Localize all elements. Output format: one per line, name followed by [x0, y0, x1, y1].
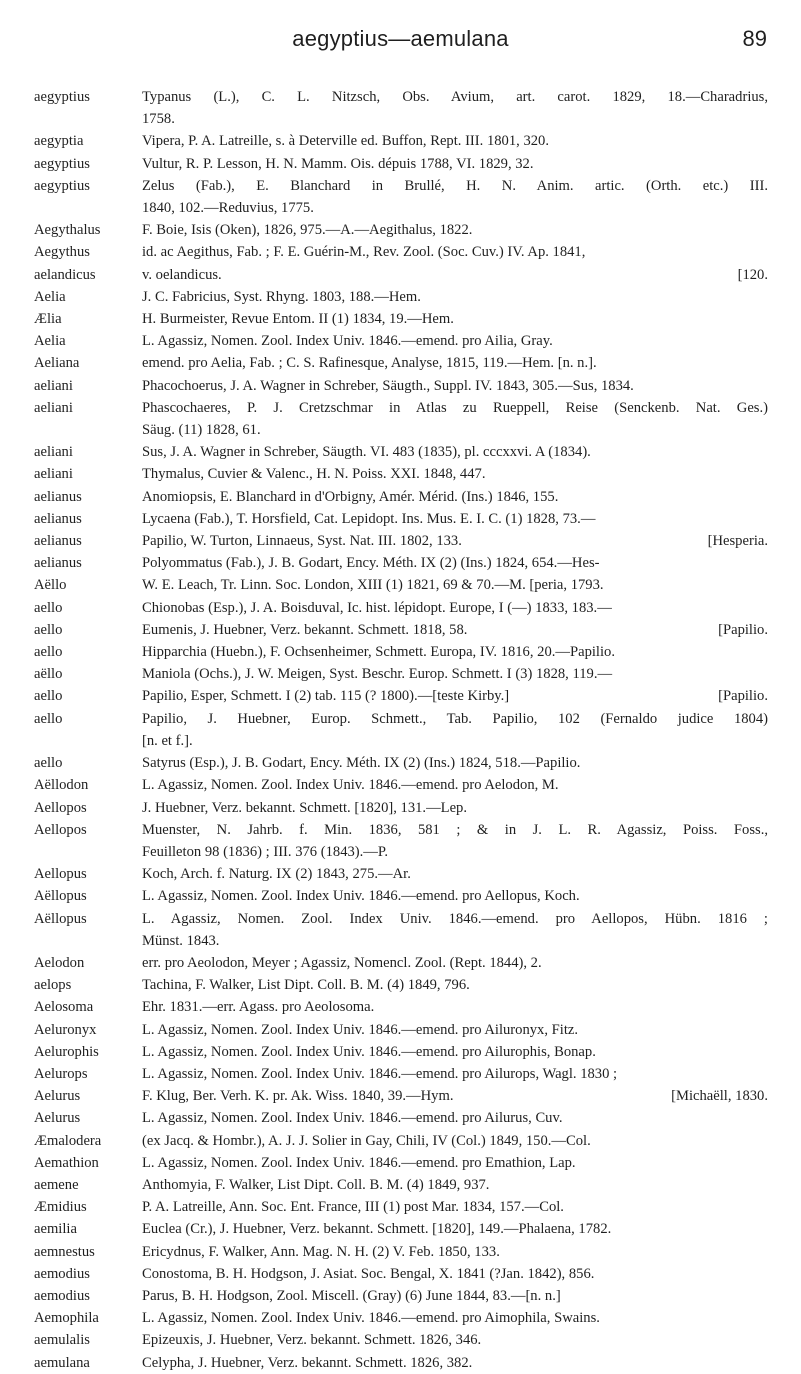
entry-name: Aelia: [34, 333, 66, 350]
entry-reference: Papilio, Esper, Schmett. I (2) tab. 115 (? 1800).—[teste Kirby.]: [142, 688, 510, 705]
index-entry: [34, 1196, 768, 1218]
entry-reference: Satyrus (Esp.), J. B. Godart, Ency. Méth. IX (2) (Ins.) 1824, 518.—Papilio.: [142, 755, 581, 772]
index-entry: [34, 574, 768, 596]
index-entry: [34, 1019, 768, 1041]
entry-name: Aëllo: [34, 577, 67, 594]
entry-name: Aëllopus: [34, 910, 87, 927]
index-entry: [34, 286, 768, 308]
entry-reference: Ehr. 1831.—err. Agass. pro Aeolosoma.: [142, 999, 375, 1016]
entry-name: Aelurus: [34, 1110, 81, 1127]
entry-reference: L. Agassiz, Nomen. Zool. Index Univ. 1846.—emend. pro Aellopus, Koch.: [142, 888, 580, 905]
index-entry: [34, 641, 768, 663]
entry-name: aello: [34, 599, 63, 616]
entry-name: aemodius: [34, 1287, 90, 1304]
entry-reference: Euclea (Cr.), J. Huebner, Verz. bekannt. Schmett. [1820], 149.—Phalaena, 1782.: [142, 1221, 612, 1238]
entry-reference: H. Burmeister, Revue Entom. II (1) 1834, 19.—Hem.: [142, 311, 454, 328]
entry-reference: Sus, J. A. Wagner in Schreber, Säugth. VI. 483 (1835), pl. cccxxvi. A (1834).: [142, 444, 591, 461]
entry-name: Aellopus: [34, 866, 87, 883]
entry-name: aelandicus: [34, 266, 96, 283]
entry-name: Aëllodon: [34, 777, 89, 794]
index-entries: [34, 86, 768, 1374]
entry-reference: Phacochoerus, J. A. Wagner in Schreber, Säugth., Suppl. IV. 1843, 305.—Sus, 1834.: [142, 377, 634, 394]
entry-reference: J. Huebner, Verz. bekannt. Schmett. [1820], 131.—Lep.: [142, 799, 467, 816]
entry-name: Aelurus: [34, 1088, 81, 1105]
entry-reference: L. Agassiz, Nomen. Zool. Index Univ. 1846.—emend. pro Emathion, Lap.: [142, 1154, 576, 1171]
index-entry: [34, 330, 768, 352]
entry-reference: L. Agassiz, Nomen. Zool. Index Univ. 1846.—emend. pro Aellopos, Hübn. 1816 ;: [142, 910, 768, 927]
entry-name: Aelosoma: [34, 999, 94, 1016]
entry-reference: Epizeuxis, J. Huebner, Verz. bekannt. Schmett. 1826, 346.: [142, 1332, 482, 1349]
entry-name: aeliani: [34, 399, 73, 416]
entry-name: aëllo: [34, 666, 63, 683]
entry-name: aegyptia: [34, 133, 84, 150]
entry-name: Aegythus: [34, 244, 90, 261]
index-entry: [34, 1107, 768, 1129]
index-entry: [34, 130, 768, 152]
entry-reference: Parus, B. H. Hodgson, Zool. Miscell. (Gray) (6) June 1844, 83.—[n. n.]: [142, 1287, 561, 1304]
index-entry: [34, 1152, 768, 1174]
entry-reference: Ericydnus, F. Walker, Ann. Mag. N. H. (2) V. Feb. 1850, 133.: [142, 1243, 500, 1260]
entry-name: aemulalis: [34, 1332, 90, 1349]
entry-name: Æmidius: [34, 1199, 87, 1216]
continuation-tag: [Papilio.: [718, 621, 768, 638]
index-entry: [34, 1063, 768, 1085]
entry-name: aelianus: [34, 488, 82, 505]
continuation-tag: [Michaëll, 1830.: [671, 1088, 768, 1105]
entry-reference: Anomiopsis, E. Blanchard in d'Orbigny, Amér. Mérid. (Ins.) 1846, 155.: [142, 488, 559, 505]
entry-name: aelianus: [34, 510, 82, 527]
entry-reference: Vultur, R. P. Lesson, H. N. Mamm. Ois. dépuis 1788, VI. 1829, 32.: [142, 155, 534, 172]
entry-reference: L. Agassiz, Nomen. Zool. Index Univ. 1846.—emend. pro Aelodon, M.: [142, 777, 559, 794]
entry-reference: err. pro Aeolodon, Meyer ; Agassiz, Nomencl. Zool. (Rept. 1844), 2.: [142, 954, 542, 971]
entry-reference: Conostoma, B. H. Hodgson, J. Asiat. Soc. Bengal, X. 1841 (?Jan. 1842), 856.: [142, 1265, 595, 1282]
entry-reference: Phascochaeres, P. J. Cretzschmar in Atlas zu Rueppell, Reise (Senckenb. Nat. Ges.): [142, 399, 768, 416]
entry-name: Aellopos: [34, 821, 87, 838]
entry-reference: F. Boie, Isis (Oken), 1826, 975.—A.—Aegithalus, 1822.: [142, 222, 473, 239]
entry-reference: Thymalus, Cuvier & Valenc., H. N. Poiss. XXI. 1848, 447.: [142, 466, 486, 483]
entry-reference: W. E. Leach, Tr. Linn. Soc. London, XIII (1) 1821, 69 & 70.—M. [peria, 1793.: [142, 577, 604, 594]
index-entry: [34, 863, 768, 885]
entry-reference: emend. pro Aelia, Fab. ; C. S. Rafinesque, Analyse, 1815, 119.—Hem. [n. n.].: [142, 355, 597, 372]
index-entry: [34, 441, 768, 463]
entry-name: aeliani: [34, 466, 73, 483]
index-entry: [34, 663, 768, 685]
entry-reference: 1758.: [142, 111, 175, 128]
entry-name: Aelia: [34, 288, 66, 305]
entry-reference: Koch, Arch. f. Naturg. IX (2) 1843, 275.—Ar.: [142, 866, 411, 883]
entry-name: Aemophila: [34, 1310, 99, 1327]
entry-name: Aelurops: [34, 1065, 88, 1082]
entry-reference: Eumenis, J. Huebner, Verz. bekannt. Schmett. 1818, 58.: [142, 621, 468, 638]
entry-reference: Typanus (L.), C. L. Nitzsch, Obs. Avium, art. carot. 1829, 18.—Charadrius,: [142, 89, 768, 105]
entry-name: aello: [34, 621, 63, 638]
entry-reference: L. Agassiz, Nomen. Zool. Index Univ. 1846.—emend. pro Ailurus, Cuv.: [142, 1110, 563, 1127]
entry-name: Aelurophis: [34, 1043, 99, 1060]
index-entry: [34, 619, 768, 641]
entry-reference: L. Agassiz, Nomen. Zool. Index Univ. 1846.—emend. pro Aimophila, Swains.: [142, 1310, 600, 1327]
entry-reference: Chionobas (Esp.), J. A. Boisduval, Ic. hist. lépidopt. Europe, I (—) 1833, 183.—: [142, 599, 612, 616]
index-entry: [34, 974, 768, 996]
entry-name: Aellopos: [34, 799, 87, 816]
entry-reference: Vipera, P. A. Latreille, s. à Deterville ed. Buffon, Rept. III. 1801, 320.: [142, 133, 549, 150]
entry-reference: Zelus (Fab.), E. Blanchard in Brullé, H. N. Anim. artic. (Orth. etc.) III.: [142, 177, 768, 194]
entry-reference: P. A. Latreille, Ann. Soc. Ent. France, III (1) post Mar. 1834, 157.—Col.: [142, 1199, 564, 1216]
entry-reference: (ex Jacq. & Hombr.), A. J. J. Solier in Gay, Chili, IV (Col.) 1849, 150.—Col.: [142, 1132, 591, 1149]
index-entry: [34, 1241, 768, 1263]
continuation-tag: [120.: [737, 266, 768, 283]
entry-name: aemene: [34, 1176, 79, 1193]
index-entry: [34, 996, 768, 1018]
index-entry: [34, 1174, 768, 1196]
index-entry: [34, 819, 768, 863]
index-entry: [34, 508, 768, 530]
index-entry: [34, 397, 768, 441]
entry-reference: Papilio, W. Turton, Linnaeus, Syst. Nat. III. 1802, 133.: [142, 533, 462, 550]
entry-reference: Papilio, J. Huebner, Europ. Schmett., Tab. Papilio, 102 (Fernaldo judice 1804): [142, 710, 768, 727]
index-entry: [34, 86, 768, 130]
entry-reference: [n. et f.].: [142, 732, 193, 749]
index-entry: [34, 1352, 768, 1374]
running-head: [0, 22, 801, 62]
entry-name: Aeliana: [34, 355, 80, 372]
continuation-tag: [Papilio.: [718, 688, 768, 705]
index-entry: [34, 774, 768, 796]
entry-name: aello: [34, 644, 63, 661]
index-entry: [34, 908, 768, 952]
index-entry: [34, 797, 768, 819]
index-entry: [34, 1285, 768, 1307]
entry-name: aegyptius: [34, 89, 90, 105]
index-entry: [34, 486, 768, 508]
entry-reference: Feuilleton 98 (1836) ; III. 376 (1843).—P.: [142, 843, 389, 860]
index-entry: [34, 530, 768, 552]
index-entry: [34, 308, 768, 330]
entry-name: Aëllopus: [34, 888, 87, 905]
index-entry: [34, 552, 768, 574]
entry-reference: Muenster, N. Jahrb. f. Min. 1836, 581 ; & in J. L. R. Agassiz, Poiss. Foss.,: [142, 821, 768, 838]
index-entry: [34, 885, 768, 907]
entry-name: aemodius: [34, 1265, 90, 1282]
entry-name: aelops: [34, 977, 72, 994]
entry-reference: Säug. (11) 1828, 61.: [142, 422, 261, 439]
entry-reference: Maniola (Ochs.), J. W. Meigen, Syst. Beschr. Europ. Schmett. I (3) 1828, 119.—: [142, 666, 613, 683]
page-number: 89: [742, 26, 767, 51]
entry-name: aello: [34, 710, 63, 727]
entry-name: Ælia: [34, 311, 62, 328]
index-entry: [34, 219, 768, 241]
entry-reference: Tachina, F. Walker, List Dipt. Coll. B. M. (4) 1849, 796.: [142, 977, 470, 994]
index-entry: [34, 153, 768, 175]
index-entry: [34, 708, 768, 752]
entry-reference: v. oelandicus.: [142, 266, 222, 283]
entry-name: aelianus: [34, 533, 82, 550]
entry-reference: L. Agassiz, Nomen. Zool. Index Univ. 1846.—emend. pro Ailurops, Wagl. 1830 ;: [142, 1065, 618, 1082]
index-entry: [34, 264, 768, 286]
entry-reference: id. ac Aegithus, Fab. ; F. E. Guérin-M., Rev. Zool. (Soc. Cuv.) IV. Ap. 1841,: [142, 244, 586, 261]
index-entry: [34, 175, 768, 219]
index-entry: [34, 952, 768, 974]
entry-name: aemnestus: [34, 1243, 95, 1260]
index-entry: [34, 597, 768, 619]
entry-name: aegyptius: [34, 177, 90, 194]
index-entry: [34, 1307, 768, 1329]
entry-reference: J. C. Fabricius, Syst. Rhyng. 1803, 188.—Hem.: [142, 288, 421, 305]
entry-name: aemulana: [34, 1354, 90, 1371]
entry-reference: L. Agassiz, Nomen. Zool. Index Univ. 1846.—emend. pro Ailia, Gray.: [142, 333, 553, 350]
entry-name: aemilia: [34, 1221, 77, 1238]
entry-reference: Münst. 1843.: [142, 932, 220, 949]
index-entry: [34, 1263, 768, 1285]
index-entry: [34, 1329, 768, 1351]
entry-name: Aemathion: [34, 1154, 99, 1171]
continuation-tag: [Hesperia.: [707, 533, 768, 550]
entry-reference: Anthomyia, F. Walker, List Dipt. Coll. B. M. (4) 1849, 937.: [142, 1176, 490, 1193]
entry-reference: F. Klug, Ber. Verh. K. pr. Ak. Wiss. 1840, 39.—Hym.: [142, 1088, 454, 1105]
index-entry: [34, 1085, 768, 1107]
entry-reference: 1840, 102.—Reduvius, 1775.: [142, 200, 314, 217]
index-entry: [34, 685, 768, 707]
index-entry: [34, 241, 768, 263]
index-entry: [34, 1218, 768, 1240]
entry-reference: L. Agassiz, Nomen. Zool. Index Univ. 1846.—emend. pro Ailurophis, Bonap.: [142, 1043, 596, 1060]
page-header-title: aegyptius—aemulana: [292, 26, 509, 51]
entry-name: aelianus: [34, 555, 82, 572]
entry-name: aeliani: [34, 377, 73, 394]
entry-reference: Polyommatus (Fab.), J. B. Godart, Ency. Méth. IX (2) (Ins.) 1824, 654.—Hes-: [142, 555, 600, 572]
entry-name: Aelodon: [34, 954, 85, 971]
entry-name: aello: [34, 755, 63, 772]
entry-name: Æmalodera: [34, 1132, 102, 1149]
entry-name: aello: [34, 688, 63, 705]
index-entry: [34, 463, 768, 485]
index-entry: [34, 375, 768, 397]
entry-reference: Lycaena (Fab.), T. Horsfield, Cat. Lepidopt. Ins. Mus. E. I. C. (1) 1828, 73.—: [142, 510, 596, 527]
index-entry: [34, 352, 768, 374]
index-entry: [34, 1130, 768, 1152]
entry-reference: Hipparchia (Huebn.), F. Ochsenheimer, Schmett. Europa, IV. 1816, 20.—Papilio.: [142, 644, 615, 661]
index-entry: [34, 752, 768, 774]
index-entry: [34, 1041, 768, 1063]
entry-reference: L. Agassiz, Nomen. Zool. Index Univ. 1846.—emend. pro Ailuronyx, Fitz.: [142, 1021, 579, 1038]
entry-name: Aeluronyx: [34, 1021, 97, 1038]
entry-reference: Celypha, J. Huebner, Verz. bekannt. Schmett. 1826, 382.: [142, 1354, 473, 1371]
entry-name: aeliani: [34, 444, 73, 461]
entry-name: aegyptius: [34, 155, 90, 172]
entry-name: Aegythalus: [34, 222, 101, 239]
